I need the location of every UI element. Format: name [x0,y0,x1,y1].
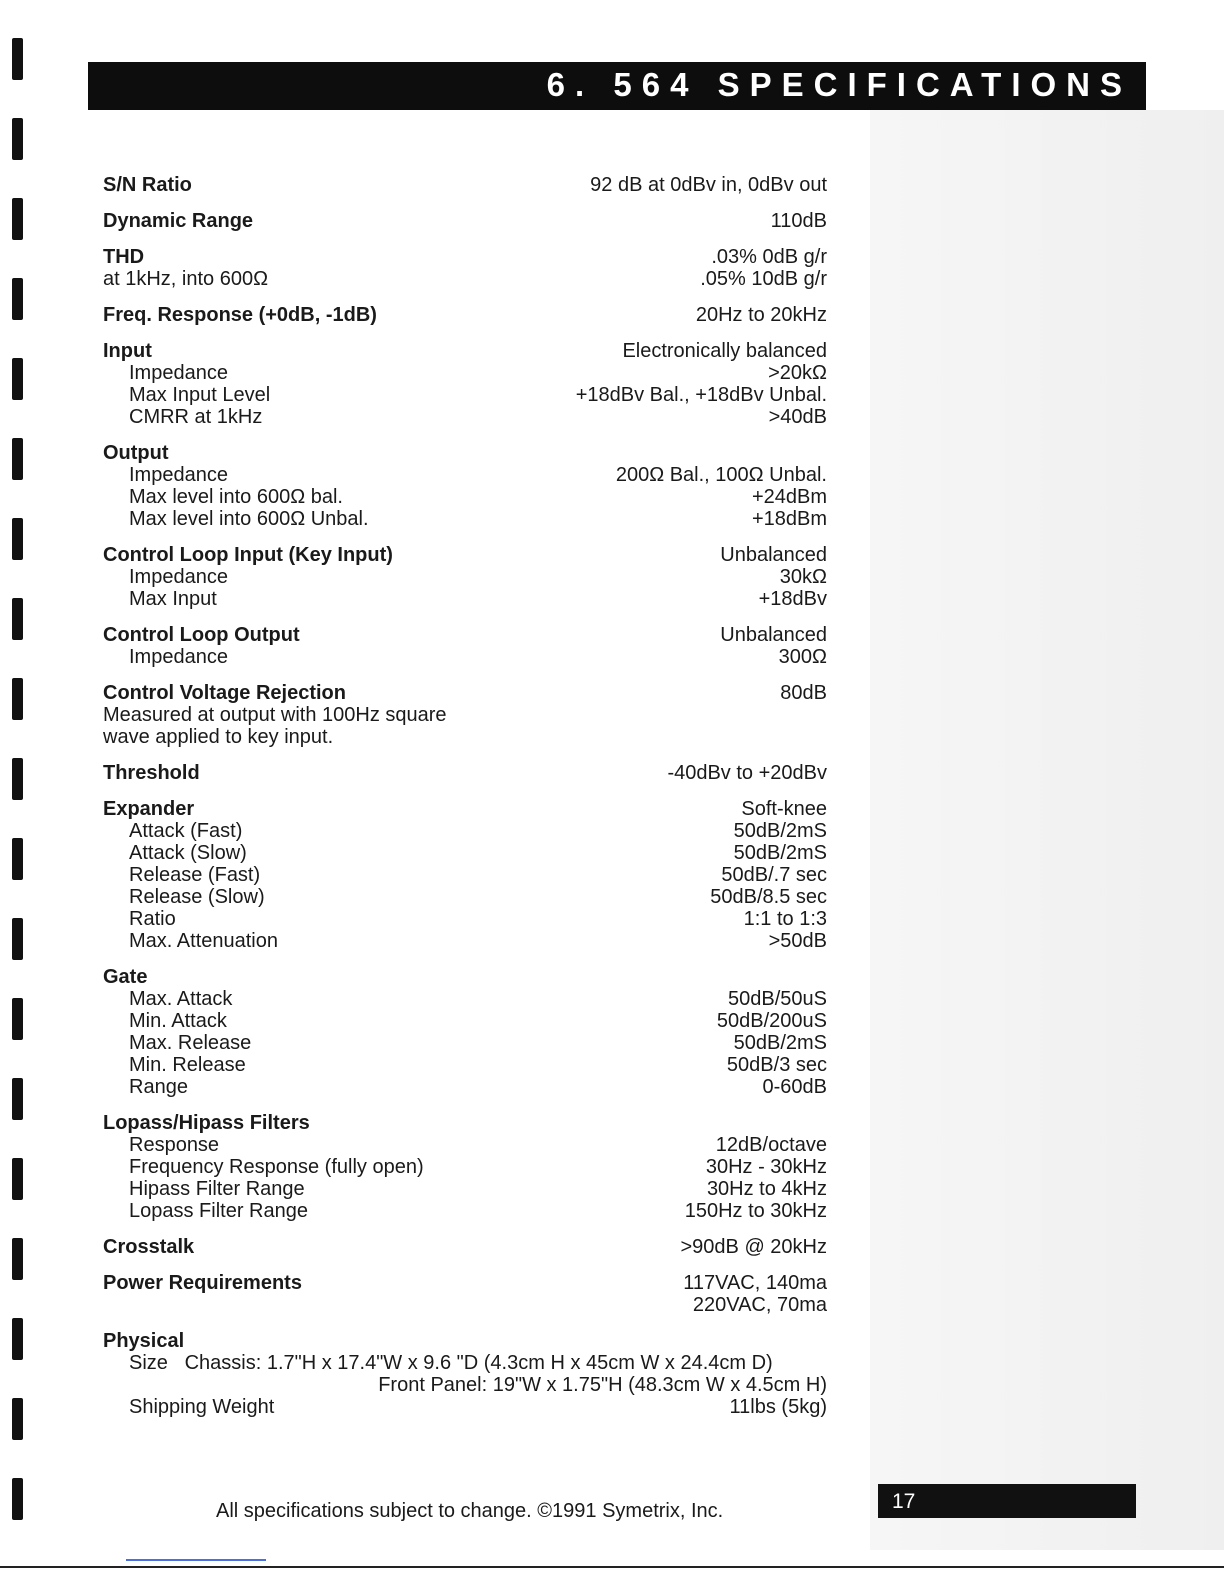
spec-expander [103,798,827,952]
binding-hole [12,1478,23,1520]
footer-note: All specifications subject to change. ©1991 Symetrix, Inc. [216,1500,724,1522]
binding-hole [12,278,23,320]
spec-value: -40dBv to +20dBv [667,762,827,784]
spec-value: 150Hz to 30kHz [684,1200,827,1222]
spec-sublabel: Max. Release [129,1032,252,1054]
spec-value: 220VAC, 70ma [692,1294,827,1316]
binding-hole [12,518,23,560]
spec-sublabel: Max Input [129,588,217,610]
spec-sublabel: Max level into 600Ω Unbal. [129,508,369,530]
spec-sublabel: Min. Attack [129,1010,227,1032]
spec-sublabel: Max. Attack [129,988,233,1010]
spec-sublabel: Impedance [129,566,228,588]
spec-value: 50dB/3 sec [726,1054,827,1076]
spec-value: 1:1 to 1:3 [743,908,827,930]
spec-label: Physical [103,1330,185,1352]
spec-value: Chassis: 1.7"H x 17.4"W x 9.6 "D (4.3cm H x 45cm W x 24.4cm D) [184,1352,773,1374]
binding-hole [12,758,23,800]
binding-hole [12,198,23,240]
spec-value: .05% 10dB g/r [700,268,827,290]
binding-hole [12,1398,23,1440]
spec-label: Control Loop Output [103,624,300,646]
spec-output [103,442,827,530]
binding-hole [12,998,23,1040]
binding-hole [12,678,23,720]
binding-hole [12,1078,23,1120]
spec-sublabel: CMRR at 1kHz [129,406,263,428]
spec-label: Power Requirements [103,1272,302,1294]
spec-value: 11lbs (5kg) [729,1396,827,1418]
spec-value: >50dB [768,930,827,952]
bottom-rule [0,1566,1224,1568]
spec-sublabel: Max Input Level [129,384,271,406]
spec-label: S/N Ratio [103,174,192,196]
spec-value: >40dB [768,406,827,428]
spec-value: 110dB [770,210,827,232]
spec-label: Gate [103,966,148,988]
spec-value: Unbalanced [720,544,827,566]
binding-hole [12,38,23,80]
spec-note: wave applied to key input. [103,726,334,748]
spec-value: 50dB/8.5 sec [710,886,827,908]
spec-value: 117VAC, 140ma [683,1272,827,1294]
spec-value: 50dB/2mS [733,820,827,842]
spec-sn-ratio [103,174,827,196]
spec-freq-response [103,304,827,326]
spec-sublabel: Min. Release [129,1054,246,1076]
binding-hole [12,598,23,640]
spec-sublabel: Attack (Slow) [129,842,247,864]
spec-label: THD [103,246,145,268]
spec-sublabel: Hipass Filter Range [129,1178,305,1200]
page-number-bar [878,1484,1136,1518]
spec-value: 200Ω Bal., 100Ω Unbal. [615,464,827,486]
spec-value: +24dBm [751,486,827,508]
binding-hole [12,1238,23,1280]
spec-value: 50dB/50uS [728,988,827,1010]
spec-sublabel: Frequency Response (fully open) [129,1156,424,1178]
spec-dynamic-range [103,210,827,232]
spec-threshold [103,762,827,784]
spec-sublabel: Max level into 600Ω bal. [129,486,343,508]
spec-control-loop-input [103,544,827,610]
spec-physical [103,1330,827,1418]
spec-value: +18dBm [751,508,827,530]
spec-value: 20Hz to 20kHz [695,304,827,326]
spec-value: Soft-knee [741,798,827,820]
spec-sublabel: Impedance [129,464,228,486]
spec-value: 300Ω [778,646,827,668]
spec-label: Input [103,340,152,362]
spec-value: 50dB/200uS [716,1010,827,1032]
spec-sublabel: Max. Attenuation [129,930,278,952]
spec-sublabel: Impedance [129,362,228,384]
spec-table [103,174,827,1432]
spec-label: Control Voltage Rejection [103,682,346,704]
binding-hole [12,1158,23,1200]
spec-label: Threshold [103,762,200,784]
spec-value: +18dBv [758,588,827,610]
page-number: 17 [892,1490,916,1513]
spec-sublabel: Lopass Filter Range [129,1200,308,1222]
spec-value: 0-60dB [762,1076,827,1098]
spec-sublabel: Impedance [129,646,228,668]
spec-control-loop-output [103,624,827,668]
spec-control-voltage-rejection [103,682,827,748]
binding-hole [12,438,23,480]
section-banner [88,62,1146,110]
binding-hole [12,838,23,880]
spec-input [103,340,827,428]
page-shading [870,110,1224,1550]
spec-value: +18dBv Bal., +18dBv Unbal. [575,384,827,406]
spec-value: 30kΩ [779,566,827,588]
bottom-link-line [126,1559,266,1561]
spec-sublabel: Range [129,1076,188,1098]
spec-power [103,1272,827,1316]
spec-sublabel: Size [129,1352,168,1374]
spec-thd [103,246,827,290]
spec-label: Dynamic Range [103,210,254,232]
spec-filters [103,1112,827,1222]
binding-hole [12,118,23,160]
spec-value: >90dB @ 20kHz [680,1236,827,1258]
spec-sublabel: at 1kHz, into 600Ω [103,268,269,290]
spec-value: 80dB [780,682,827,704]
spec-value: .03% 0dB g/r [711,246,827,268]
spec-label: Control Loop Input (Key Input) [103,544,393,566]
spec-sublabel: Release (Fast) [129,864,261,886]
spec-value: Electronically balanced [622,340,827,362]
spec-label: Expander [103,798,195,820]
spec-sublabel: Shipping Weight [129,1396,275,1418]
spec-value: Front Panel: 19"W x 1.75"H (48.3cm W x 4.5cm H) [378,1374,827,1396]
spec-value: 30Hz - 30kHz [705,1156,827,1178]
spec-crosstalk [103,1236,827,1258]
spec-value: 50dB/2mS [733,842,827,864]
binding-holes [12,30,26,1550]
spec-label: Output [103,442,169,464]
binding-hole [12,1318,23,1360]
spec-value: 12dB/octave [715,1134,827,1156]
spec-sublabel: Release (Slow) [129,886,265,908]
spec-sublabel: Response [129,1134,220,1156]
spec-label: Freq. Response (+0dB, -1dB) [103,304,377,326]
spec-sublabel: Ratio [129,908,176,930]
spec-label: Lopass/Hipass Filters [103,1112,310,1134]
spec-value: 92 dB at 0dBv in, 0dBv out [590,174,827,196]
spec-value: 50dB/.7 sec [721,864,827,886]
spec-note: Measured at output with 100Hz square [103,704,447,726]
spec-value: 30Hz to 4kHz [706,1178,827,1200]
spec-value: >20kΩ [768,362,827,384]
spec-sublabel: Attack (Fast) [129,820,243,842]
page-title: 6. 564 SPECIFICATIONS [546,66,1132,103]
spec-gate [103,966,827,1098]
spec-value: 50dB/2mS [733,1032,827,1054]
binding-hole [12,918,23,960]
binding-hole [12,358,23,400]
spec-value: Unbalanced [720,624,827,646]
spec-label: Crosstalk [103,1236,195,1258]
